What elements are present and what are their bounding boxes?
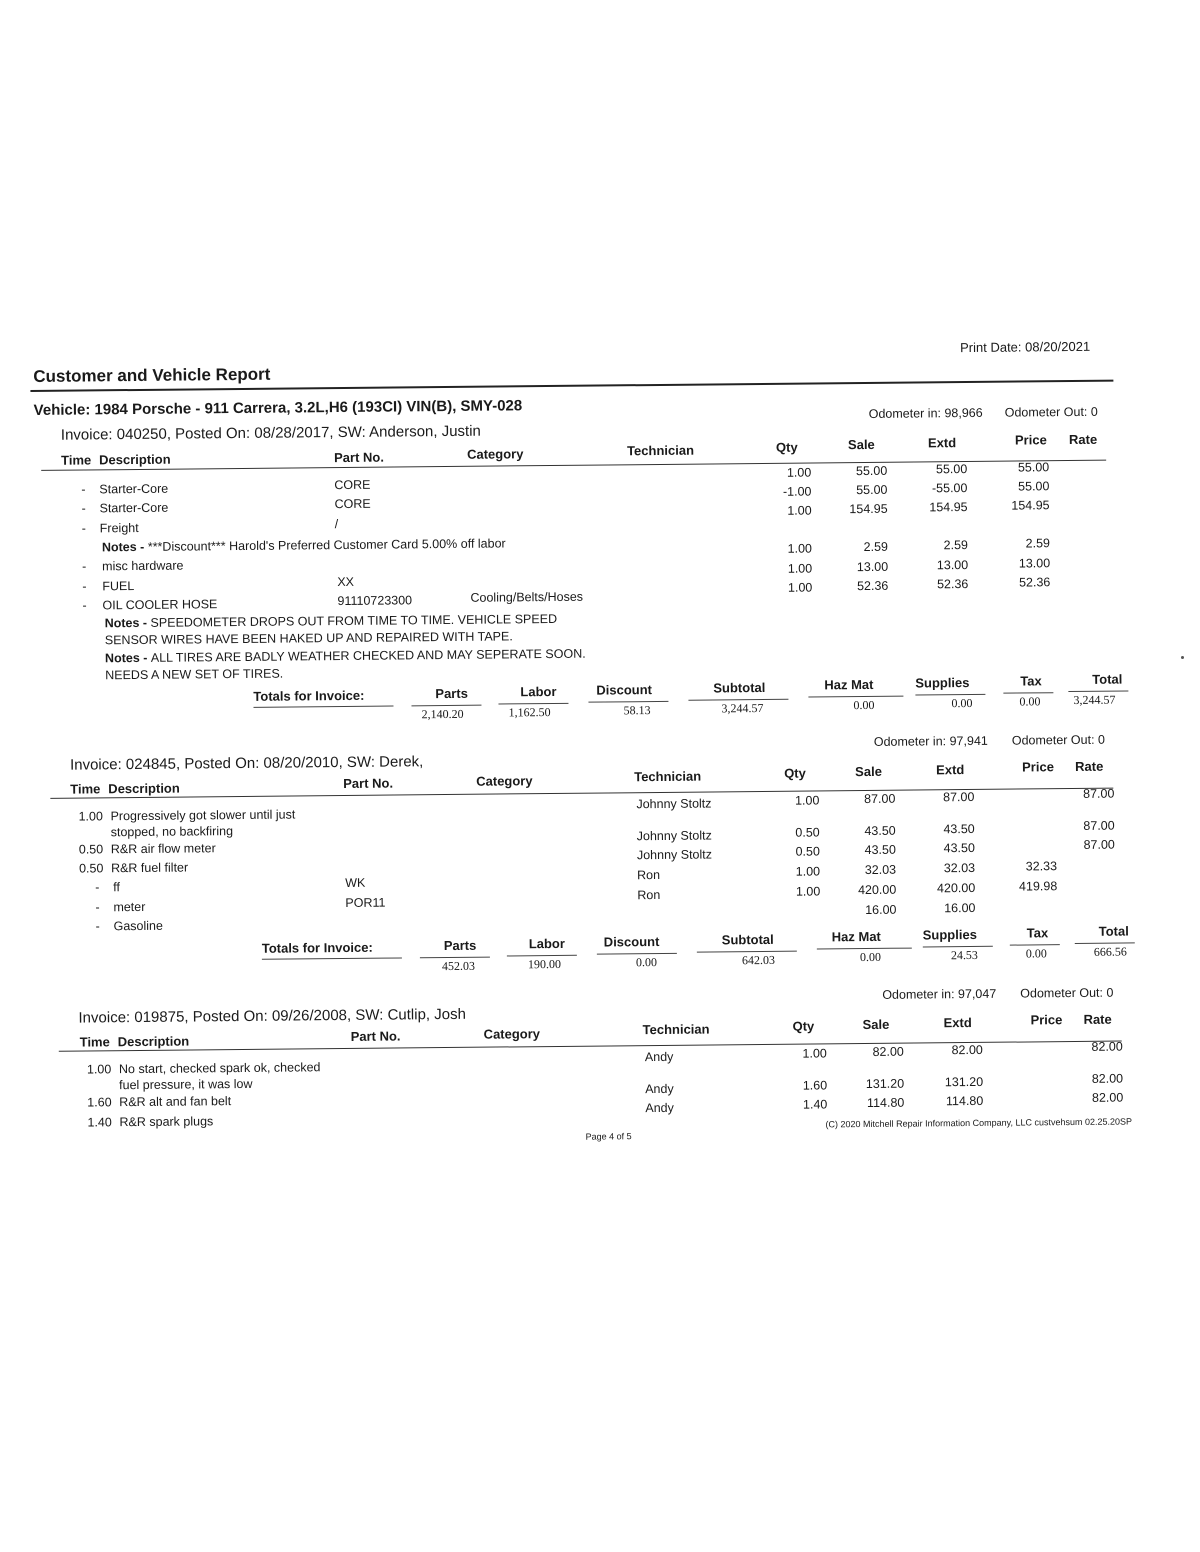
line-description: R&R fuel filter	[110, 860, 189, 876]
odometer-in: Odometer in: 97,047	[882, 986, 997, 1002]
line-description: ff	[113, 880, 121, 895]
line-sale: 43.50	[864, 842, 896, 858]
line-technician: Ron	[637, 867, 661, 883]
totals-hazmat-label: Haz Mat	[824, 676, 874, 693]
totals-title: Totals for Invoice:	[261, 939, 373, 956]
line-sale: 55.00	[855, 463, 888, 479]
line-qty: 1.00	[794, 793, 820, 808]
line-qty: 1.00	[787, 503, 812, 518]
col-time: Time	[61, 452, 92, 468]
totals-rule	[253, 706, 393, 708]
line-qty: -1.00	[782, 484, 812, 499]
line-description: meter	[113, 899, 146, 915]
line-time: 1.00	[78, 809, 103, 824]
col-price: Price	[1022, 759, 1054, 775]
line-description-cont: fuel pressure, it was low	[119, 1076, 253, 1093]
line-extd: 43.50	[943, 840, 975, 856]
line-price: 419.98	[1018, 879, 1058, 894]
line-extd: 55.00	[935, 462, 968, 477]
col-rate: Rate	[1083, 1011, 1112, 1027]
totals-total-label: Total	[1098, 923, 1129, 939]
totals-hazmat: 0.00	[859, 949, 881, 965]
line-qty: 1.00	[786, 465, 812, 480]
col-qty: Qty	[784, 765, 806, 781]
odometer-in: Odometer in: 98,966	[868, 405, 983, 421]
col-qty: Qty	[775, 439, 798, 455]
col-technician: Technician	[634, 768, 702, 785]
totals-tax: 0.00	[1025, 946, 1047, 961]
line-sale: 52.36	[857, 578, 889, 594]
note	[105, 647, 586, 666]
line-extd: 52.36	[936, 577, 969, 592]
line-qty: 1.00	[795, 864, 821, 879]
col-part-no: Part No.	[350, 1028, 401, 1044]
line-sale: 2.59	[863, 539, 889, 555]
totals-total: 666.56	[1093, 944, 1127, 959]
col-technician: Technician	[626, 442, 695, 459]
line-time: -	[82, 598, 87, 613]
totals-discount-label: Discount	[596, 682, 653, 698]
totals-tax-label: Tax	[1020, 673, 1042, 689]
col-extd: Extd	[927, 435, 957, 451]
col-time: Time	[79, 1034, 110, 1050]
line-extd: 2.59	[943, 538, 969, 553]
line-time: 0.50	[78, 842, 104, 857]
line-sale: 55.00	[856, 482, 888, 498]
totals-labor: 190.00	[527, 956, 562, 972]
line-description: R&R air flow meter	[110, 841, 216, 857]
invoice-header: Invoice: 040250, Posted On: 08/28/2017, SW: Anderson, Justin	[60, 422, 481, 444]
line-qty: 1.40	[802, 1097, 828, 1112]
col-time: Time	[70, 781, 101, 797]
line-part-no: /	[334, 517, 339, 532]
line-sale: 114.80	[866, 1095, 905, 1111]
note-text: ***Discount*** Harold's Preferred Customer Card 5.00% off labor	[147, 536, 506, 554]
col-extd: Extd	[943, 1014, 972, 1031]
line-technician: Johnny Stoltz	[636, 847, 713, 863]
col-description: Description	[117, 1033, 190, 1050]
line-technician: Ron	[637, 887, 661, 903]
totals-total-label: Total	[1092, 671, 1123, 687]
line-qty: 0.50	[795, 844, 820, 859]
line-extd: 13.00	[936, 558, 969, 573]
col-qty: Qty	[792, 1018, 815, 1034]
line-description: Starter-Core	[99, 500, 169, 516]
line-rate: 82.00	[1091, 1090, 1124, 1105]
line-qty: 1.00	[787, 580, 813, 595]
totals-discount: 0.00	[635, 955, 658, 970]
totals-labor-label: Labor	[520, 683, 557, 700]
note-label: Notes -	[101, 539, 148, 555]
line-part-no: POR11	[345, 895, 386, 910]
line-sale: 43.50	[864, 823, 896, 839]
col-rate: Rate	[1075, 758, 1104, 774]
col-description: Description	[99, 451, 171, 468]
line-qty: 1.00	[795, 884, 821, 899]
totals-parts: 452.03	[441, 958, 476, 974]
line-part-no: 91110723300	[337, 593, 413, 609]
line-price: 13.00	[1018, 556, 1051, 571]
col-sale: Sale	[847, 436, 875, 453]
line-time: 0.50	[78, 861, 104, 876]
totals-supplies-label: Supplies	[915, 674, 970, 691]
line-extd: 154.95	[929, 500, 968, 515]
line-time: -	[95, 880, 100, 895]
line-price: 154.95	[1011, 498, 1050, 513]
vehicle-title: Vehicle: 1984 Porsche - 911 Carrera, 3.2L,H6 (193CI) VIN(B), SMY-028	[33, 397, 523, 419]
odometer-out: Odometer Out: 0	[1020, 985, 1114, 1001]
line-part-no: CORE	[334, 477, 371, 493]
line-rate: 87.00	[1083, 786, 1115, 801]
line-sale: 16.00	[865, 902, 897, 918]
invoice-header: Invoice: 024845, Posted On: 08/20/2010, SW: Derek,	[69, 753, 424, 774]
line-sale: 154.95	[849, 501, 888, 517]
totals-rule	[262, 957, 402, 959]
line-description: Gasoline	[113, 918, 163, 934]
totals-labor: 1,162.50	[508, 705, 551, 720]
col-part-no: Part No.	[334, 449, 385, 466]
note-text: ALL TIRES ARE BADLY WEATHER CHECKED AND MAY SEPERATE SOON.	[150, 646, 586, 665]
line-time: -	[81, 501, 86, 516]
page-number: Page 4 of 5	[585, 1131, 632, 1142]
line-description: Starter-Core	[99, 481, 169, 497]
line-price: 32.33	[1025, 859, 1058, 874]
note-label: Notes -	[104, 615, 151, 631]
totals-tax: 0.00	[1019, 694, 1041, 709]
line-extd: 87.00	[943, 789, 975, 805]
note-continuation: SENSOR WIRES HAVE BEEN HAKED UP AND REPAIRED WITH TAPE.	[104, 629, 513, 648]
line-description: R&R spark plugs	[119, 1114, 214, 1130]
invoice-header: Invoice: 019875, Posted On: 09/26/2008, SW: Cutlip, Josh	[78, 1005, 466, 1027]
line-description: FUEL	[102, 579, 135, 594]
note	[105, 612, 558, 630]
totals-hazmat: 0.00	[853, 697, 875, 713]
totals-parts-label: Parts	[435, 685, 468, 702]
note	[102, 536, 506, 554]
line-sale: 32.03	[864, 862, 897, 878]
odometer-out: Odometer Out: 0	[1004, 404, 1098, 420]
line-time: -	[95, 900, 100, 915]
line-part-no: CORE	[334, 496, 371, 512]
print-date: Print Date: 08/20/2021	[959, 338, 1091, 356]
line-extd: 131.20	[944, 1074, 984, 1090]
line-category: Cooling/Belts/Hoses	[470, 589, 584, 605]
col-sale: Sale	[862, 1016, 890, 1033]
col-technician: Technician	[642, 1021, 710, 1038]
line-sale: 13.00	[856, 559, 889, 575]
line-description: misc hardware	[102, 558, 184, 574]
line-time: -	[95, 919, 100, 934]
col-category: Category	[483, 1026, 541, 1042]
totals-subtotal: 642.03	[741, 952, 776, 968]
line-extd: 114.80	[945, 1093, 984, 1109]
totals-parts-label: Parts	[443, 937, 477, 954]
totals-subtotal: 3,244.57	[721, 700, 764, 716]
line-qty: 1.00	[787, 561, 813, 576]
line-time: -	[81, 521, 87, 536]
col-part-no: Part No.	[343, 775, 394, 792]
totals-discount-label: Discount	[603, 933, 660, 950]
line-price: 52.36	[1018, 575, 1051, 590]
col-category: Category	[466, 446, 524, 462]
totals-tax-label: Tax	[1026, 925, 1049, 941]
col-price: Price	[1030, 1012, 1063, 1028]
totals-discount: 58.13	[623, 703, 651, 718]
totals-labor-label: Labor	[528, 935, 565, 952]
col-category: Category	[476, 773, 533, 789]
totals-total: 3,244.57	[1073, 692, 1116, 707]
totals-subtotal-label: Subtotal	[721, 931, 774, 948]
col-rate: Rate	[1068, 431, 1098, 448]
line-description: Progressively got slower until just	[110, 807, 296, 824]
line-rate: 82.00	[1091, 1071, 1124, 1086]
line-time: 1.00	[86, 1062, 112, 1077]
line-description: R&R alt and fan belt	[119, 1094, 232, 1110]
line-price: 55.00	[1018, 479, 1050, 494]
totals-parts: 2,140.20	[421, 706, 464, 722]
line-sale: 131.20	[865, 1076, 905, 1092]
totals-supplies-label: Supplies	[922, 926, 977, 943]
odometer-out: Odometer Out: 0	[1011, 732, 1106, 748]
line-rate: 87.00	[1083, 818, 1115, 833]
line-technician: Andy	[645, 1100, 674, 1116]
line-description-cont: stopped, no backfiring	[110, 824, 234, 840]
scan-speck	[1181, 656, 1184, 659]
totals-title: Totals for Invoice:	[253, 687, 365, 704]
line-price: 55.00	[1017, 460, 1050, 475]
line-sale: 82.00	[872, 1044, 904, 1059]
line-extd: 420.00	[936, 880, 976, 896]
line-technician: Andy	[644, 1049, 674, 1065]
line-sale: 420.00	[857, 882, 897, 898]
line-sale: 87.00	[864, 791, 896, 807]
line-extd: 16.00	[944, 900, 976, 916]
line-rate: 82.00	[1091, 1039, 1123, 1054]
line-extd: 32.03	[943, 860, 976, 876]
line-technician: Johnny Stoltz	[636, 828, 712, 844]
line-rate: 87.00	[1083, 837, 1115, 852]
line-time: 1.40	[87, 1115, 112, 1130]
col-description: Description	[108, 780, 180, 797]
line-description: Freight	[99, 520, 139, 536]
col-sale: Sale	[855, 763, 882, 780]
totals-rule	[915, 694, 985, 696]
line-qty: 0.50	[795, 825, 820, 840]
line-extd: 82.00	[951, 1042, 983, 1058]
totals-subtotal-label: Subtotal	[713, 679, 766, 696]
totals-supplies: 24.53	[950, 947, 978, 963]
totals-hazmat-label: Haz Mat	[831, 928, 881, 945]
col-extd: Extd	[936, 762, 965, 778]
line-qty: 1.00	[787, 541, 813, 556]
note-continuation: NEEDS A NEW SET OF TIRES.	[105, 666, 284, 683]
line-part-no: WK	[345, 875, 366, 890]
line-description: OIL COOLER HOSE	[102, 597, 218, 613]
line-description: No start, checked spark ok, checked	[118, 1060, 321, 1077]
line-extd: 43.50	[943, 821, 975, 837]
report-title: Customer and Vehicle Report	[33, 364, 271, 386]
odometer-in: Odometer in: 97,941	[873, 733, 988, 749]
totals-supplies: 0.00	[951, 695, 973, 711]
line-technician: Andy	[645, 1081, 674, 1097]
line-time: -	[82, 559, 87, 574]
line-qty: 1.60	[802, 1078, 828, 1093]
line-time: -	[82, 579, 87, 594]
line-price: 2.59	[1025, 536, 1051, 551]
report-sheet	[30, 335, 1133, 1155]
line-technician: Johnny Stoltz	[636, 796, 712, 812]
line-part-no: XX	[337, 574, 355, 590]
note-text: SPEEDOMETER DROPS OUT FROM TIME TO TIME. VEHICLE SPEED	[150, 611, 558, 630]
line-extd: -55.00	[931, 481, 968, 496]
col-price: Price	[1014, 432, 1047, 448]
note-label: Notes -	[104, 650, 151, 666]
line-time: -	[81, 482, 86, 497]
line-qty: 1.00	[802, 1046, 827, 1061]
line-time: 1.60	[87, 1095, 112, 1110]
copyright: (C) 2020 Mitchell Repair Information Company, LLC custvehsum 02.25.20SP	[825, 1116, 1133, 1130]
